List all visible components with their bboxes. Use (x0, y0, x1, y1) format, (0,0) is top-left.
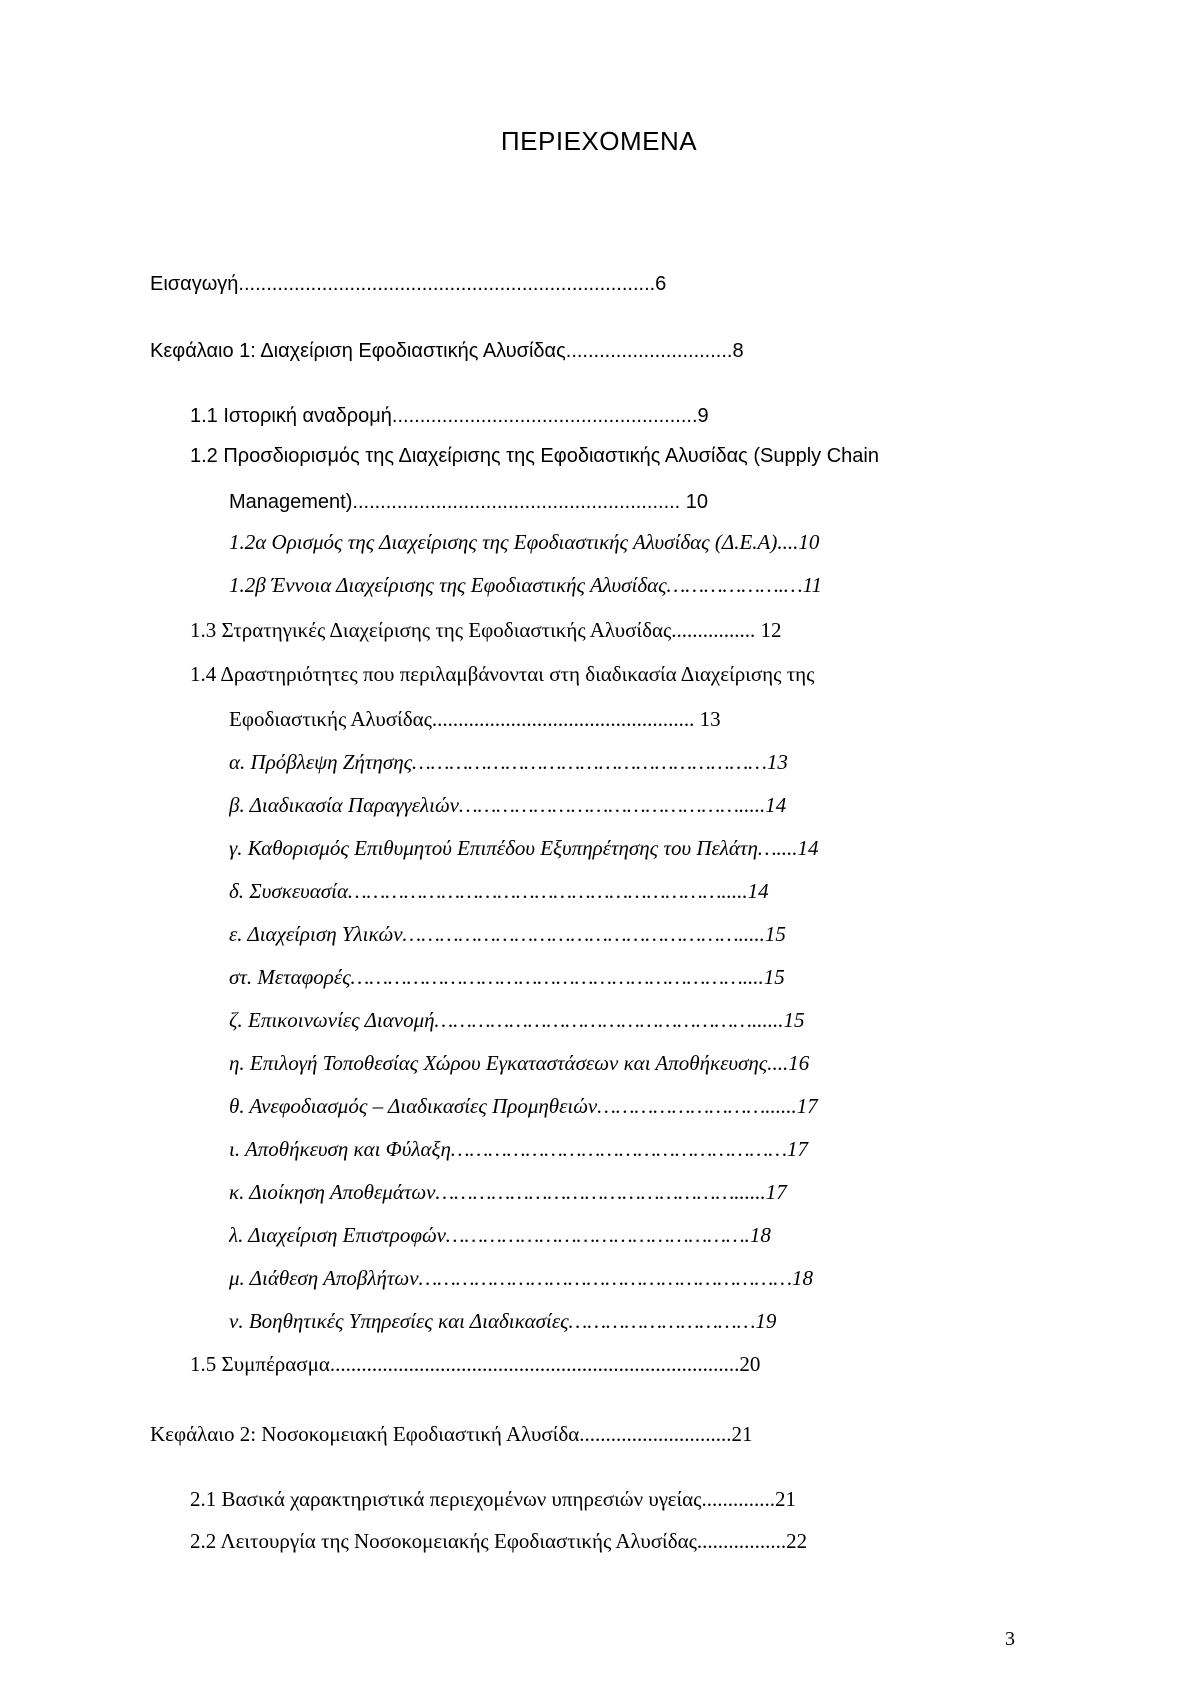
toc-entry-1-4-cont: Εφοδιαστικής Αλυσίδας.................................................. 13 (229, 707, 721, 731)
toc-entry-1-4-c: γ. Καθορισμός Επιθυμητού Επιπέδου Εξυπηρέτησης του Πελάτη…....14 (229, 836, 819, 860)
toc-entry-1-4-e: ε. Διαχείριση Υλικών……………………………………………….....15 (229, 922, 786, 946)
toc-entry-introduction: Εισαγωγή...........................................................................6 (150, 273, 667, 295)
toc-entry-2-1: 2.1 Βασικά χαρακτηριστικά περιεχομένων υπηρεσιών υγείας..............21 (190, 1487, 796, 1511)
toc-entry-1-4-b: β. Διαδικασία Παραγγελιών……………………………………….....14 (229, 793, 787, 817)
toc-entry-chapter-1: Κεφάλαιο 1: Διαχείριση Εφοδιαστικής Αλυσίδας..............................8 (150, 340, 744, 362)
toc-entry-1-3: 1.3 Στρατηγικές Διαχείρισης της Εφοδιαστικής Αλυσίδας................ 12 (190, 618, 782, 642)
toc-entry-1-4-a: α. Πρόβλεψη Ζήτησης…………………………………………………13 (229, 750, 788, 774)
toc-entry-1-4-d: δ. Συσκευασία…………………………………………………….....14 (229, 879, 769, 903)
toc-entry-1-4-st: στ. Μεταφορές………………………………………………………....15 (229, 965, 785, 989)
toc-entry-1-1: 1.1 Ιστορική αναδρομή.......................................................9 (190, 405, 709, 427)
toc-entry-chapter-2: Κεφάλαιο 2: Νοσοκομειακή Εφοδιαστική Αλυσίδα.............................21 (150, 1422, 753, 1446)
toc-entry-1-4-h: η. Επιλογή Τοποθεσίας Χώρου Εγκαταστάσεων και Αποθήκευσης....16 (229, 1051, 810, 1075)
toc-entry-1-4-z: ζ. Επικοινωνίες Διανομή……………………………………………......15 (229, 1008, 805, 1032)
page-number: 3 (1005, 1628, 1015, 1650)
toc-entry-1-2-cont: Management)........................................................... 10 (229, 491, 709, 513)
toc-entry-1-2b: 1.2β Έννοια Διαχείρισης της Εφοδιαστικής Αλυσίδας……………….…11 (229, 573, 823, 597)
toc-entry-1-4-n: ν. Βοηθητικές Υπηρεσίες και Διαδικασίες…………………………19 (229, 1309, 777, 1333)
toc-entry-2-2: 2.2 Λειτουργία της Νοσοκομειακής Εφοδιαστικής Αλυσίδας.................22 (190, 1529, 808, 1553)
toc-entry-1-5: 1.5 Συμπέρασμα..............................................................................20 (190, 1352, 761, 1376)
toc-entry-1-4: 1.4 Δραστηριότητες που περιλαμβάνονται στη διαδικασία Διαχείρισης της (190, 662, 815, 686)
toc-entry-1-4-th: θ. Ανεφοδιασμός – Διαδικασίες Προμηθειών………………………......17 (229, 1094, 818, 1118)
toc-entry-1-2a: 1.2α Ορισμός της Διαχείρισης της Εφοδιαστικής Αλυσίδας (Δ.Ε.Α)....10 (229, 530, 820, 554)
page-title: ΠΕΡΙΕΧΟΜΕΝΑ (500, 126, 698, 156)
toc-entry-1-4-i: ι. Αποθήκευση και Φύλαξη………………………………………………17 (229, 1137, 808, 1161)
toc-entry-1-4-k: κ. Διοίκηση Αποθεμάτων…………………………………………......17 (229, 1180, 787, 1204)
toc-entry-1-4-m: μ. Διάθεση Αποβλήτων……………………………………………………18 (229, 1266, 814, 1290)
toc-entry-1-2: 1.2 Προσδιορισμός της Διαχείρισης της Εφοδιαστικής Αλυσίδας (Supply Chain (190, 445, 879, 467)
toc-entry-1-4-l: λ. Διαχείριση Επιστροφών………………………………………….18 (229, 1223, 771, 1247)
